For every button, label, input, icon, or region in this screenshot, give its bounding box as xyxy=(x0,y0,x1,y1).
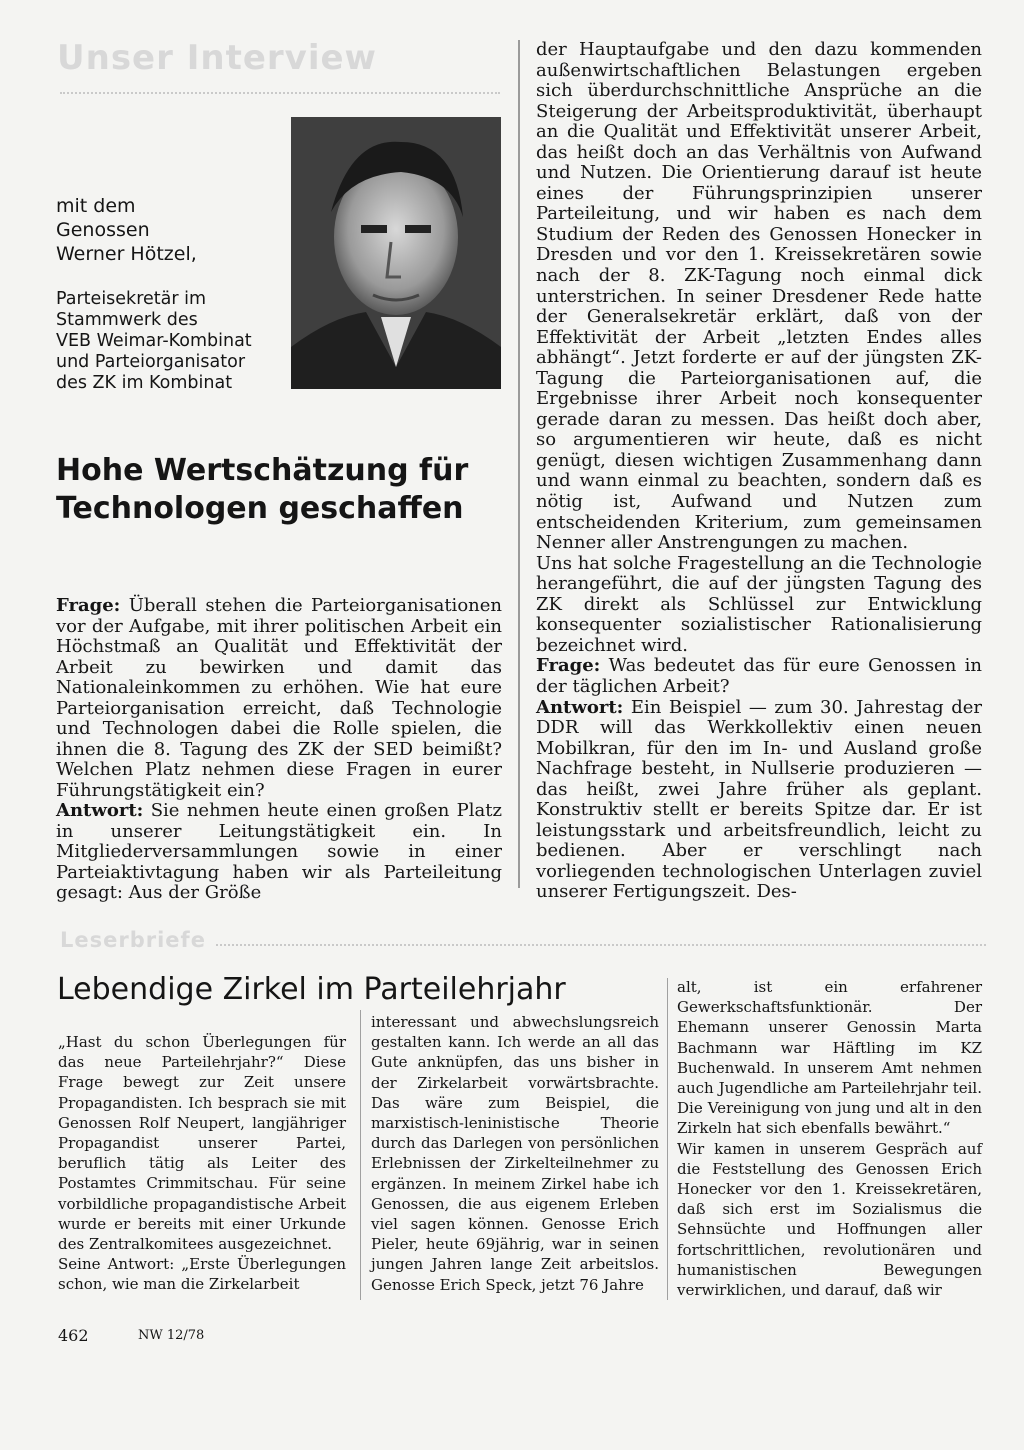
letters-headline: Lebendige Zirkel im Parteilehrjahr xyxy=(57,972,566,1007)
answer-2 xyxy=(536,698,982,903)
portrait-image xyxy=(291,117,501,389)
column-divider xyxy=(360,1010,361,1300)
question-text: Überall stehen die Parteiorganisationen vor der Aufgabe, mit ihrer politischen Arbeit ein Höchstmaß an Qualität und Effektivität der Arbeit zu bewirken und damit das Nationaleinkommen zu erhöhen. Wie hat eure Parteiorganisation erreicht, daß Technologie und Technologen dabei die Rolle spielen, die ihnen die 8. Tagung des ZK der SED beimißt? Welchen Platz nehmen diese Fragen in eurer Führungstätigkeit ein? xyxy=(56,595,502,801)
answer-text: Sie nehmen heute einen großen Platz in unserer Leitungstätigkeit ein. In Mitgliederversammlungen sowie in einer Parteiaktivtagung haben wir als Parteileitung gesagt: Aus der Größe xyxy=(56,800,502,903)
letters-col-1 xyxy=(58,1032,346,1295)
question-label: Frage: xyxy=(56,595,121,616)
headline xyxy=(56,452,516,528)
headline-line: Technologen geschaffen xyxy=(56,491,464,526)
answer-continued: der Hauptaufgabe und den dazu kommenden außenwirtschaftlichen Belastungen ergeben sich überdurchschnittliche Ansprüche an die Steigerung der Arbeitsproduktivität, überhaupt an die Qualität und Effektivität unserer Arbeit, das heißt doch an das Verhältnis von Aufwand und Nutzen. Die Orientierung darauf ist heute eines der Führungsprinzipien unserer Parteileitung, und wir haben es nach dem Studium der Reden des Genossen Honecker in Dresden und vor den 1. Kreissekretären sowie nach der 8. ZK-Tagung noch einmal dick unterstrichen. In seiner Dresdener Rede hatte der Generalsekretär erklärt, daß von der Effektivität der Arbeit „letzten Endes alles abhängt“. Jetzt forderte er auf der jüngsten ZK-Tagung die Parteiorganisationen auf, die Ergebnisse ihrer Arbeit noch konsequenter gerade daran zu messen. Das heißt doch aber, so argumentieren wir heute, daß es nicht genügt, diesen wichtigen Zusammenhang dann und wann einmal zu beachten, sondern daß es nötig ist, Aufwand und Nutzen zum entscheidenden Kriterium, zum gemeinsamen Nenner aller Anstrengungen zu machen. xyxy=(536,39,982,554)
letters-col-3 xyxy=(677,977,982,1300)
section-label-interview: Unser Interview xyxy=(57,38,377,78)
answer-1 xyxy=(56,801,502,904)
intro-name: Werner Hötzel, xyxy=(56,243,197,265)
letter-paragraph: interessant und abwechslungsreich gestalten kann. Ich werde an all das Gute anknüpfen, das uns bisher in der Zirkelarbeit vorwärtsbrachte. Das wäre zum Beispiel, die marxistisch-leninistische Theorie durch das Darlegen von persönlichen Erlebnissen der Zirkelteilnehmer zu ergänzen. In meinem Zirkel habe ich Genossen, die aus eigenem Erleben viel sagen können. Genosse Erich Pieler, heute 69jährig, war in seinen jungen Jahren lange Zeit arbeitslos. Genosse Erich Speck, jetzt 76 Jahre xyxy=(371,1013,659,1294)
column-divider xyxy=(518,40,520,888)
answer-paragraph: Uns hat solche Fragestellung an die Technologie herangeführt, die auf der jüngsten Tagung des ZK direkt als Schlüssel zur Entwicklung konsequenter sozialistischer Rationalisierung bezeichnet wird. xyxy=(536,552,982,656)
question-1 xyxy=(56,596,502,801)
answer-label: Antwort: xyxy=(536,696,624,718)
dotted-rule xyxy=(60,92,500,94)
answer-text: Ein Beispiel — zum 30. Jahrestag der DDR will das Werkkollektiv einen neuen Mobilkran, für den im In- und Ausland große Nachfrage besteht, in Nullserie produzieren — das heißt, zwei Jahre früher als geplant. Konstruktiv stellt er bereits Spitze dar. Er ist leistungsstark und arbeitsfreundlich, leicht zu bedienen. Aber er verschlingt nach vorliegenden technologischen Unterlagen zuviel unserer Fertigungszeit. Des- xyxy=(536,696,982,903)
page-number: 462 xyxy=(58,1326,89,1345)
letter-paragraph: Seine Antwort: „Erste Überlegungen schon, wie man die Zirkelarbeit xyxy=(58,1255,346,1294)
answer-label: Antwort: xyxy=(56,800,144,821)
letters-col-2 xyxy=(371,1012,659,1295)
column-divider xyxy=(667,978,668,1300)
portrait-photo xyxy=(291,117,501,389)
role-line: Parteisekretär im xyxy=(56,289,207,309)
letter-paragraph: „Hast du schon Überlegungen für das neue Parteilehrjahr?“ Diese Frage bewegt zur Zeit unsere Propagandisten. Ich besprach sie mit Genossen Rolf Neupert, langjähriger Propagandist unserer Partei, beruflich tätig als Leiter des Postamtes Crimmitschau. Für seine vorbildliche propagandistische Arbeit wurde er bereits mit einer Urkunde des Zentralkomitees ausgezeichnet. xyxy=(58,1033,346,1254)
role-line: Stammwerk des xyxy=(56,310,198,330)
question-2 xyxy=(536,656,982,697)
interview-col-left xyxy=(56,596,502,904)
issue-label: NW 12/78 xyxy=(138,1328,205,1343)
interview-col-right xyxy=(536,40,982,903)
section-label-letters: Leserbriefe xyxy=(60,928,206,952)
dotted-rule xyxy=(216,944,986,946)
intro-role xyxy=(56,289,291,394)
role-line: VEB Weimar-Kombinat xyxy=(56,331,252,351)
letter-paragraph: Wir kamen in unserem Gespräch auf die Feststellung des Genossen Erich Honecker vor den 1. Kreissekretären, daß sich erst im Sozialismus die Sehnsüchte und Hoffnungen aller fortschrittlichen, revolutionären und humanistischen Bewegungen verwirklichen, und darauf, daß wir xyxy=(677,1139,982,1300)
role-line: des ZK im Kombinat xyxy=(56,373,233,393)
role-line: und Parteiorganisator xyxy=(56,352,246,372)
letter-paragraph: alt, ist ein erfahrener Gewerkschaftsfunktionär. Der Ehemann unserer Genossin Marta Bachmann war Häftling im KZ Buchenwald. In unserem Amt nehmen auch Jugendliche am Parteilehrjahr teil. Die Vereinigung von jung und alt in den Zirkeln hat sich ebenfalls bewährt.“ xyxy=(677,978,982,1138)
question-label: Frage: xyxy=(536,655,601,677)
intro-line: mit dem xyxy=(56,195,136,217)
question-text: Was bedeutet das für eure Genossen in der täglichen Arbeit? xyxy=(536,655,982,697)
headline-line: Hohe Wertschätzung für xyxy=(56,453,469,488)
intro-block xyxy=(56,194,281,266)
intro-line: Genossen xyxy=(56,219,150,241)
